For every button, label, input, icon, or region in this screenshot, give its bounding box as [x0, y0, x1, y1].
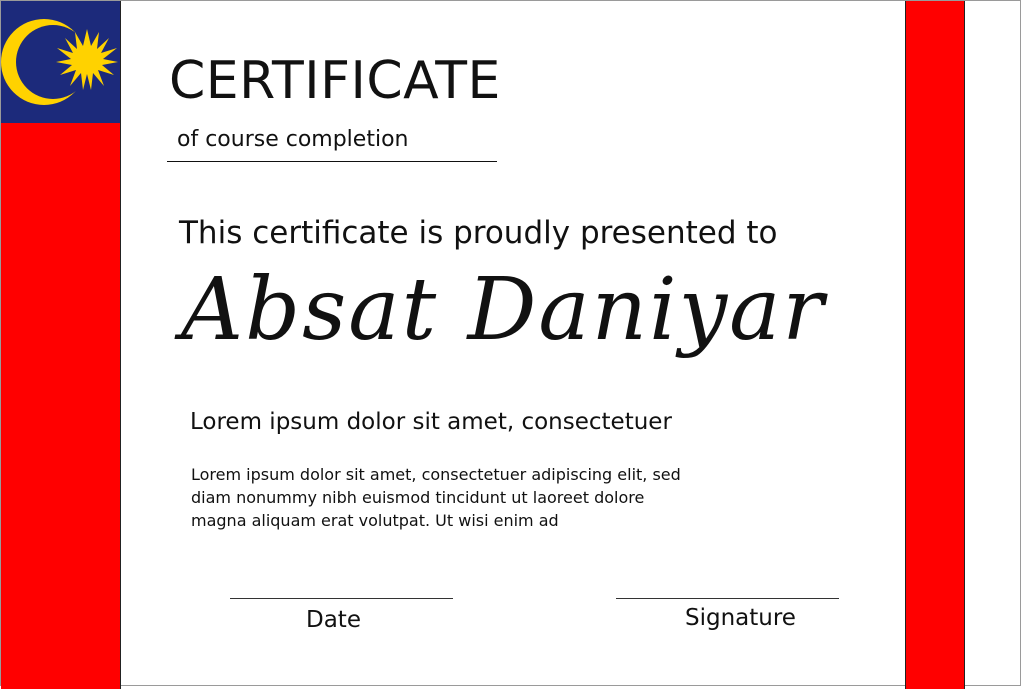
certificate-title: CERTIFICATE [169, 51, 501, 111]
certificate-subtitle: of course completion [177, 127, 409, 152]
right-red-band [905, 1, 965, 689]
body-line: Lorem ipsum dolor sit amet, consectetuer adipiscing elit, sed [191, 465, 681, 484]
body-paragraph [191, 463, 711, 532]
body-line: magna aliquam erat volutpat. Ut wisi enim ad [191, 511, 559, 530]
date-line [230, 598, 453, 599]
signature-label: Signature [685, 605, 796, 631]
signature-line [616, 598, 839, 599]
body-line: diam nonummy nibh euismod tincidunt ut laoreet dolore [191, 488, 645, 507]
lead-line: Lorem ipsum dolor sit amet, consectetuer [190, 409, 672, 435]
crescent-star-icon [1, 1, 120, 123]
malaysia-flag-icon [1, 1, 120, 123]
recipient-name: Absat Daniyar [181, 260, 826, 360]
presented-to-text: This certificate is proudly presented to [179, 215, 778, 251]
date-label: Date [306, 607, 361, 633]
title-underline [167, 161, 497, 162]
